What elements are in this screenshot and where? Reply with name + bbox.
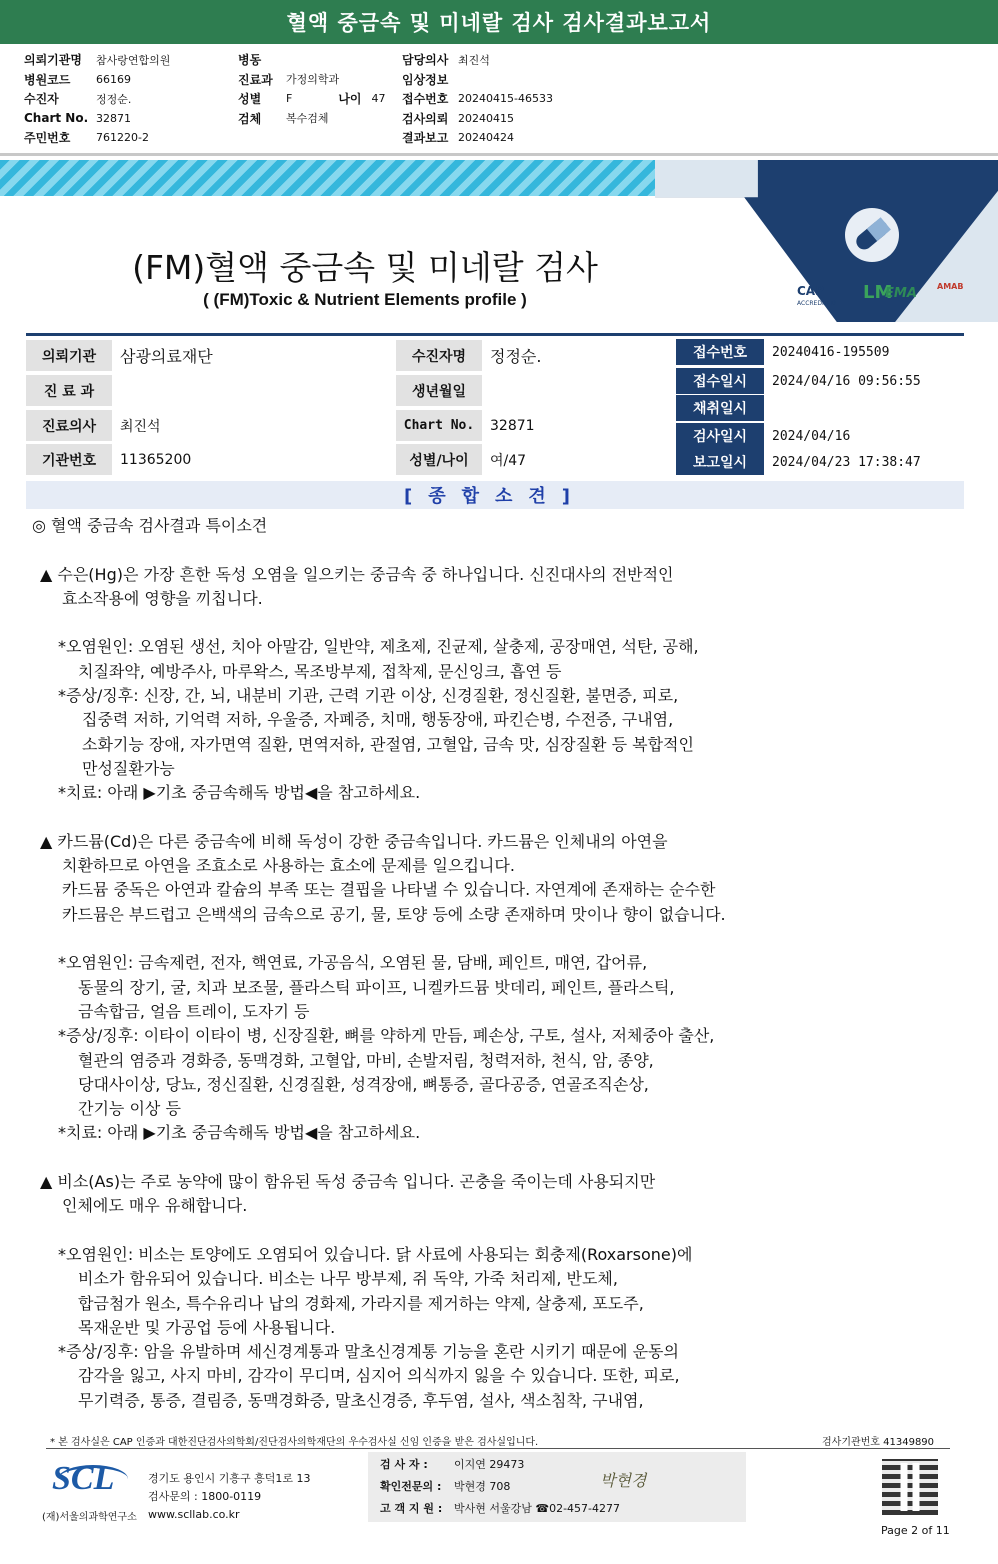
cadmium-cause-line: *오염원인: 금속제련, 전자, 핵연료, 가공음식, 오염된 물, 담배, 페인트, 매연, 갑어류,	[58, 953, 648, 973]
cadmium-symptom-line: 혈관의 염증과 경화증, 동맥경화, 고혈압, 마비, 손발저림, 청력저하, 천식, 암, 종양,	[78, 1050, 654, 1070]
cadmium-cause-line: 동물의 장기, 굴, 치과 보조물, 플라스틱 파이프, 니켈카드뮴 밧데리, 페인트, 플라스틱,	[78, 977, 675, 997]
lab-address: 경기도 용인시 기흥구 흥덕1로 13	[148, 1472, 311, 1485]
info-label: 수진자	[24, 92, 59, 107]
scl-logo: SCL	[52, 1460, 115, 1497]
support-value: 박사현 서울강남 ☎02-457-4277	[454, 1502, 621, 1515]
department-label: 진 료 과	[26, 375, 112, 406]
collection-time-label: 채취일시	[676, 395, 764, 421]
tester-value: 이지연 29473	[454, 1458, 525, 1471]
info-value: 20240415-46533	[458, 92, 553, 106]
cadmium-intro-line: 카드뮴 중독은 아연과 칼슘의 부족 또는 결핍을 나타낼 수 있습니다. 자연계에 존재하는 순수한	[62, 880, 716, 900]
lab-contact-info	[148, 1470, 311, 1524]
institution-no-label: 기관번호	[26, 444, 112, 475]
qr-code-pattern	[882, 1459, 938, 1515]
info-label: 병원코드	[24, 72, 71, 87]
spacer	[40, 806, 940, 830]
arsenic-cause-line: 비소가 함유되어 있습니다. 비소는 나무 방부제, 쥐 독약, 가죽 처리제, 반도체,	[78, 1269, 618, 1289]
specialist-value: 박현경 708	[454, 1480, 511, 1493]
birthdate-value	[482, 375, 672, 406]
cadmium-cause-line: 금속합금, 얼음 트레이, 도자기 등	[78, 1001, 310, 1021]
order-info-column-3	[402, 50, 553, 148]
info-label: Chart No.	[24, 111, 89, 126]
collection-time-row	[676, 395, 964, 421]
info-row-request-date	[402, 109, 553, 129]
spacer	[40, 1219, 940, 1243]
arsenic-symptom-line: 무기력증, 통증, 결림증, 동맥경화증, 말초신경증, 후두염, 설사, 색소침착, 구내염,	[78, 1390, 644, 1410]
age-value: 47	[371, 92, 386, 106]
cadmium-symptom-line: *증상/징후: 이타이 이타이 병, 신장질환, 뼈를 약하게 만듬, 폐손상, 구토, 설사, 저체중아 출산,	[58, 1026, 715, 1046]
patient-name-label: 수진자명	[396, 340, 482, 371]
arsenic-intro-line: 인체에도 매우 유해합니다.	[62, 1196, 248, 1216]
cadmium-intro-line: 치환하므로 아연을 조효소로 사용하는 효소에 문제를 일으킵니다.	[62, 856, 515, 876]
info-value: 참사랑연합의원	[96, 53, 171, 67]
footer-divider	[46, 1448, 950, 1449]
arsenic-cause-line: 합금첨가 원소, 특수유리나 납의 경화제, 가라지를 제거하는 약제, 살충제, 포도주,	[78, 1293, 644, 1313]
chart-no-label: Chart No.	[396, 410, 482, 441]
info-row-department	[238, 70, 386, 90]
info-row-receipt-no	[402, 89, 553, 109]
info-label: 결과보고	[402, 131, 449, 146]
info-label: 진료과	[238, 72, 273, 87]
doctor-value: 최진석	[120, 418, 161, 435]
mercury-symptom-line: *증상/징후: 신장, 간, 뇌, 내분비 기관, 근력 기관 이상, 신경질환, 정신질환, 불면증, 피로,	[58, 686, 679, 706]
lab-website[interactable]: www.scllab.co.kr	[148, 1508, 240, 1521]
info-row-sex-age	[238, 89, 386, 109]
info-label: 담당의사	[402, 53, 449, 68]
report-time-label: 보고일시	[676, 449, 764, 475]
test-time-value: 2024/04/16	[772, 428, 851, 444]
order-info-column-2	[238, 50, 386, 128]
info-row-clinical-info	[402, 70, 553, 90]
support-label: 고 객 지 원 :	[380, 1502, 443, 1515]
info-value: 가정의학과	[286, 73, 340, 87]
cadmium-symptom-line: 간기능 이상 등	[78, 1099, 181, 1119]
arsenic-cause-line: 목재운반 및 가공업 등에 사용됩니다.	[78, 1317, 336, 1337]
spacer	[40, 538, 940, 562]
opinion-body	[32, 514, 940, 1413]
info-value: 32871	[96, 111, 131, 125]
patient-info-table	[26, 333, 964, 474]
arsenic-symptom-line: *증상/징후: 암을 유발하며 세신경계통과 말초신경계통 기능을 혼란 시키기 때문에 운동의	[58, 1342, 679, 1362]
handwritten-signature: 박현경	[600, 1471, 647, 1490]
tester-row	[380, 1456, 524, 1472]
accreditation-note: * 본 검사실은 CAP 인증과 대한진단검사의학회/진단검사의학재단의 우수검사실 신임 인증을 받은 검사실입니다.	[50, 1437, 539, 1448]
lm-logo: LM	[863, 282, 893, 303]
info-value: 66169	[96, 72, 131, 86]
order-info-card	[0, 44, 998, 156]
info-value: 정정순.	[96, 92, 132, 106]
cadmium-intro-line: ▲ 카드뮴(Cd)은 다른 중금속에 비해 독성이 강한 중금속입니다. 카드뮴은 인체내의 아연을	[40, 831, 668, 851]
sex-age-label: 성별/나이	[396, 444, 482, 475]
tester-label: 검 사 자 :	[380, 1458, 428, 1471]
arsenic-cause-line: *오염원인: 비소는 토양에도 오염되어 있습니다. 닭 사료에 사용되는 회충제(Roxarsone)에	[58, 1244, 693, 1264]
mercury-treatment-line: *치료: 아래 ▶기초 중금속해독 방법◀을 참고하세요.	[58, 783, 421, 803]
info-label: 임상정보	[402, 72, 449, 87]
accreditation-logos	[797, 278, 997, 318]
info-value: 20240424	[458, 131, 514, 145]
receipt-no-label: 접수번호	[676, 339, 764, 365]
cadmium-treatment-line: *치료: 아래 ▶기초 중금속해독 방법◀을 참고하세요.	[58, 1123, 421, 1143]
test-subtitle: ( (FM)Toxic & Nutrient Elements profile )	[203, 290, 527, 309]
cadmium-symptom-line: 당대사이상, 당뇨, 정신질환, 신경질환, 성격장애, 뼈통증, 골다공증, 연골조직손상,	[78, 1074, 649, 1094]
mercury-intro-line: 효소작용에 영향을 끼칩니다.	[62, 588, 263, 608]
info-label: 접수번호	[402, 92, 449, 107]
amab-logo: AMAB	[937, 282, 964, 291]
age-label: 나이	[338, 92, 362, 107]
receipt-info-column	[676, 336, 964, 477]
lab-organization-name: (재)서울의과학연구소	[42, 1512, 137, 1523]
lab-institution-number: 검사기관번호 41349890	[822, 1437, 935, 1448]
info-label: 검사의뢰	[402, 111, 449, 126]
requester-value: 삼광의료재단	[120, 347, 213, 366]
receipt-time-value: 2024/04/16 09:56:55	[772, 373, 921, 389]
doctor-label: 진료의사	[26, 410, 112, 441]
capsule-pill-icon	[845, 208, 899, 262]
info-value: F	[286, 92, 293, 106]
specialist-row	[380, 1478, 510, 1494]
info-row-requester	[24, 50, 170, 70]
mercury-cause-line: *오염원인: 오염된 생선, 치아 아말감, 일반약, 제초제, 진균제, 살충제, 공장매연, 석탄, 공해,	[58, 637, 699, 657]
info-row-doctor	[402, 50, 553, 70]
receipt-no-value: 20240416-195509	[772, 344, 890, 360]
info-row-chart-no	[24, 109, 170, 129]
report-time-row	[676, 449, 964, 475]
info-row-resident-no	[24, 128, 170, 148]
signature-box	[368, 1452, 746, 1522]
cap-accredited-text: ACCREDITED	[797, 300, 836, 307]
mercury-intro-line: ▲ 수은(Hg)은 가장 흔한 독성 오염을 일으키는 중금속 중 하나입니다. 신진대사의 전반적인	[40, 564, 674, 584]
info-label: 병동	[238, 53, 262, 68]
info-value: 20240415	[458, 111, 514, 125]
receipt-time-label: 접수일시	[676, 368, 764, 394]
info-label: 검체	[238, 111, 262, 126]
info-row-ward	[238, 50, 386, 70]
spacer	[40, 1146, 940, 1170]
info-value: 761220-2	[96, 131, 149, 145]
chart-no-value: 32871	[490, 417, 535, 434]
test-title: (FM)혈액 중금속 및 미네랄 검사	[132, 248, 598, 287]
test-time-row	[676, 423, 964, 449]
info-label: 성별	[238, 92, 262, 107]
mercury-symptom-line: 집중력 저하, 기억력 저하, 우울증, 자폐증, 치매, 행동장애, 파킨슨병, 수전증, 구내염,	[82, 710, 674, 730]
patient-name-value: 정정순.	[490, 347, 542, 366]
opinion-heading: ◎ 혈액 중금속 검사결과 특이소견	[32, 516, 268, 535]
arsenic-intro-line: ▲ 비소(As)는 주로 농약에 많이 함유된 독성 중금속 입니다. 곤충을 죽이는데 사용되지만	[40, 1172, 656, 1192]
page-number: Page 2 of 11	[881, 1524, 950, 1537]
order-info-column-1	[24, 50, 170, 148]
general-opinion-header: [종합소견]	[26, 481, 964, 509]
info-row-hospital-code	[24, 70, 170, 90]
info-label: 주민번호	[24, 131, 71, 146]
support-row	[380, 1500, 620, 1516]
info-label: 의뢰기관명	[24, 53, 82, 68]
specialist-label: 확인전문의 :	[380, 1480, 442, 1493]
lab-phone: 검사문의 : 1800-0119	[148, 1490, 262, 1503]
birthdate-label: 생년월일	[396, 375, 482, 406]
info-row-report-date	[402, 128, 553, 148]
spacer	[40, 611, 940, 635]
requester-label: 의뢰기관	[26, 340, 112, 371]
sex-age-value: 여/47	[490, 452, 527, 469]
mercury-symptom-line: 만성질환가능	[82, 758, 175, 778]
cadmium-intro-line: 카드뮴은 부드럽고 은백색의 금속으로 공기, 물, 토양 등에 소량 존재하며 맛이나 향이 없습니다.	[62, 904, 726, 924]
receipt-time-row	[676, 368, 964, 394]
mercury-cause-line: 치질좌약, 예방주사, 마루왁스, 목조방부제, 접착제, 문신잉크, 흡연 등	[78, 661, 562, 681]
mercury-symptom-line: 소화기능 장애, 자가면역 질환, 면역저하, 관절염, 고혈압, 금속 맛, 심장질환 등 복합적인	[82, 734, 694, 754]
report-time-value: 2024/04/23 17:38:47	[772, 454, 921, 470]
department-value	[112, 375, 394, 406]
info-value: 복수검체	[286, 112, 329, 126]
info-row-specimen	[238, 109, 386, 129]
cap-logo: CAP	[797, 284, 824, 298]
info-row-patient	[24, 89, 170, 109]
report-banner-title: 혈액 중금속 및 미네랄 검사 검사결과보고서	[0, 0, 998, 44]
spacer	[40, 927, 940, 951]
test-time-label: 검사일시	[676, 423, 764, 449]
institution-no-value: 11365200	[120, 451, 192, 468]
info-value: 최진석	[458, 53, 490, 67]
arsenic-symptom-line: 감각을 잃고, 사지 마비, 감각이 무디며, 심지어 의식까지 잃을 수 있습니다. 또한, 피로,	[78, 1366, 680, 1386]
ema-logo: EMA	[885, 286, 917, 301]
receipt-no-row	[676, 339, 964, 365]
